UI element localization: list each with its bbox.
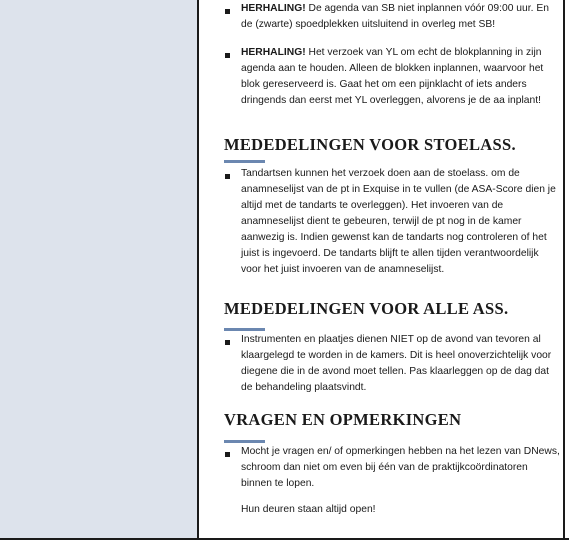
bullet-icon: [225, 452, 230, 457]
column-divider: [197, 0, 199, 540]
heading-underline: [224, 440, 265, 443]
chair-assistants-item: Tandartsen kunnen het verzoek doen aan de stoelass. om de anamneselijst van de pt in Exquise in te vullen (de ASA-Score dien je altijd met de tandarts te overleggen). Het invoeren van de anamneselijst dient te gebeuren, terwijl de pt nog in de kamer aanwezig is. Indien gewenst kan de tandarts nog controleren of het juist is ingevoerd. De tandarts blijft te allen tijden verantwoordelijk voor het juist invoeren van de anamneselijst.: [241, 168, 556, 275]
section-heading-chair-assistants: MEDEDELINGEN VOOR STOELASS.: [224, 135, 516, 154]
bullet-icon: [225, 340, 230, 345]
all-assistants-item: Instrumenten en plaatjes dienen NIET op de avond van tevoren al klaargelegd te worden in de kamers. Dit is heel onoverzichtelijk voor diegene die in de avond moet tellen. Pas klaarleggen op de dag dat de behandeling plaatsvindt.: [241, 334, 552, 393]
left-sidebar-column: [0, 0, 197, 538]
bottom-border: [0, 538, 569, 540]
bullet-icon: [225, 174, 230, 179]
heading-underline: [224, 328, 265, 331]
reminder-item-1: HERHALING! De agenda van SB niet inplannen vóór 09:00 uur. En de (zwarte) spoedplekken uitsluitend in overleg met SB!: [241, 3, 549, 30]
closing-line: Hun deuren staan altijd open!: [241, 504, 376, 515]
questions-item: Mocht je vragen en/ of opmerkingen hebben na het lezen van DNews, schroom dan niet om even bij één van de praktijkcoördinatoren binnen te lopen.: [241, 446, 560, 489]
bullet-icon: [225, 9, 230, 14]
reminder-item-2: HERHALING! Het verzoek van YL om echt de blokplanning in zijn agenda aan te houden. Alleen de blokken inplannen, waarvoor het blok gereserveerd is. Gaat het om een pijnklacht of iets anders dringends dan eerst met YL overleggen, alvorens je de aa inplant!: [241, 47, 544, 106]
bullet-icon: [225, 53, 230, 58]
section-heading-questions: VRAGEN EN OPMERKINGEN: [224, 410, 462, 429]
heading-underline: [224, 160, 265, 163]
section-heading-all-assistants: MEDEDELINGEN VOOR ALLE ASS.: [224, 299, 509, 318]
right-border: [563, 0, 565, 540]
